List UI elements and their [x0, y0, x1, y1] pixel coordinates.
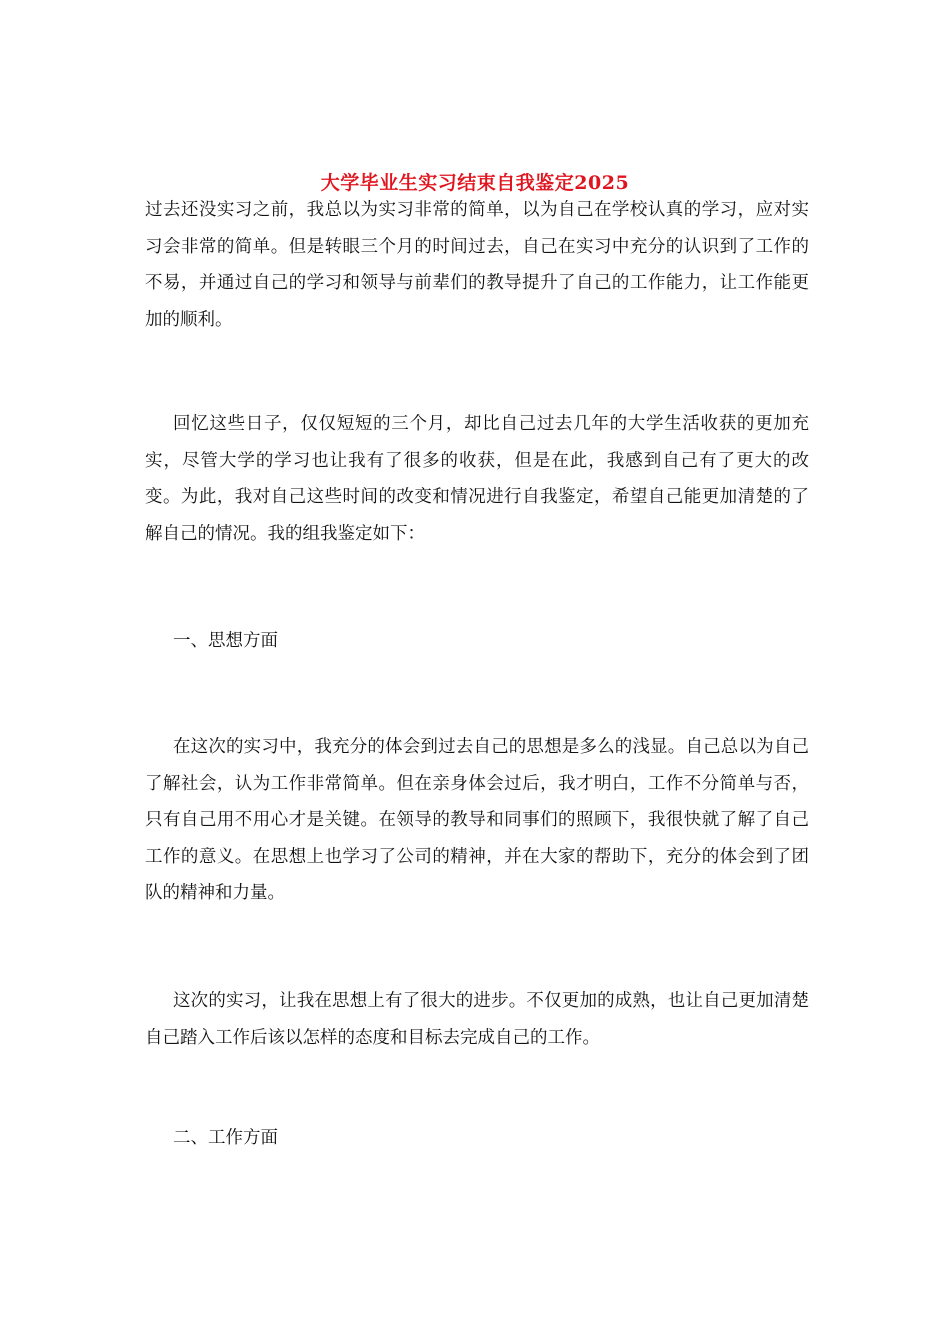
paragraph-intro: 过去还没实习之前，我总以为实习非常的简单，以为自己在学校认真的学习，应对实习会非常的简单。但是转眼三个月的时间过去，自己在实习中充分的认识到了工作的不易，并通过自己的学习和领导与前辈们的教导提升了自己的工作能力，让工作能更加的顺利。: [145, 200, 809, 330]
section-heading-thought: 一、思想方面: [173, 631, 278, 651]
document-title: 大学毕业生实习结束自我鉴定2025: [320, 171, 630, 194]
section-heading-work: 二、工作方面: [173, 1128, 278, 1148]
paragraph-reflection: 回忆这些日子，仅仅短短的三个月，却比自己过去几年的大学生活收获的更加充实，尽管大学的学习也让我有了很多的收获，但是在此，我感到自己有了更大的改变。为此，我对自己这些时间的改变和情况进行自我鉴定，希望自己能更加清楚的了解自己的情况。我的组我鉴定如下：: [145, 414, 809, 544]
paragraph-thought-1: 在这次的实习中，我充分的体会到过去自己的思想是多么的浅显。自己总以为自己了解社会，认为工作非常简单。但在亲身体会过后，我才明白，工作不分简单与否，只有自己用不用心才是关键。在领导的教导和同事们的照顾下，我很快就了解了自己工作的意义。在思想上也学习了公司的精神，并在大家的帮助下，充分的体会到了团队的精神和力量。: [145, 737, 809, 903]
paragraph-thought-2: 这次的实习，让我在思想上有了很大的进步。不仅更加的成熟，也让自己更加清楚自己踏入工作后该以怎样的态度和目标去完成自己的工作。: [145, 991, 809, 1048]
